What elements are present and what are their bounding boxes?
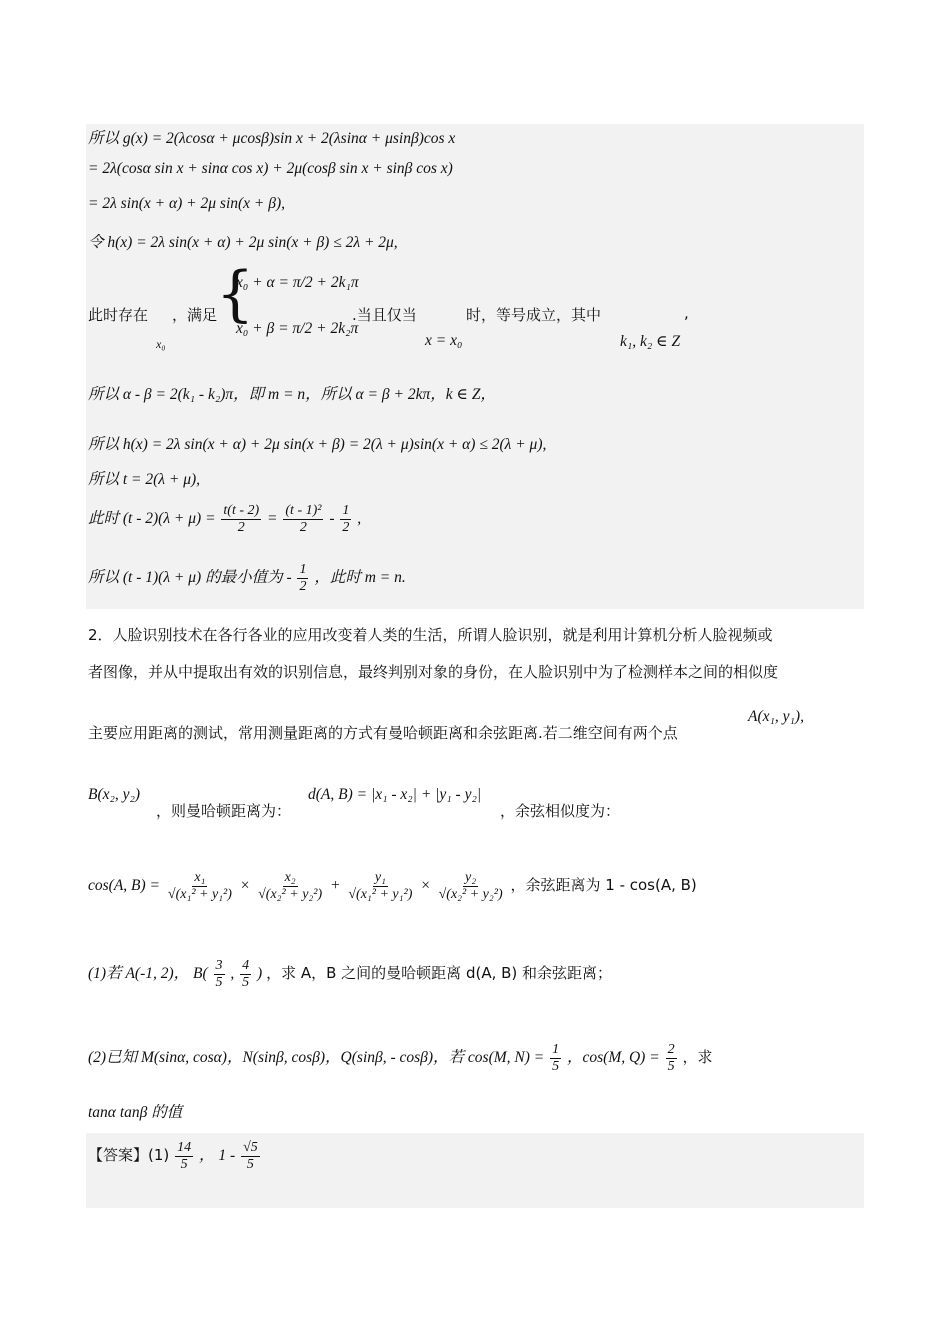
q1-b-y-fraction	[240, 958, 251, 991]
q1-b-y-den: 5	[242, 975, 250, 990]
cos-f2-num: x₂	[284, 870, 296, 885]
problem-para-3: 主要应用距离的测试，常用测量距离的方式有曼哈顿距离和余弦距离.若二维空间有两个点	[88, 724, 678, 742]
cos-f1-den: √(x₁² + y₁²)	[167, 887, 232, 902]
exist-mid: ，满足	[172, 306, 218, 324]
then-fraction-1	[221, 503, 261, 536]
solution-line-t: 所以 t = 2(λ + μ),	[88, 471, 201, 488]
question-1	[88, 958, 612, 991]
q2-mid: ，cos(M, Q) =	[567, 1049, 660, 1067]
q1-b-prefix: B(	[193, 965, 208, 983]
then-fraction-2	[283, 503, 323, 536]
then-minus: -	[329, 510, 335, 528]
cos-fraction-3	[346, 870, 414, 903]
q1-b-x-num: 3	[215, 958, 223, 973]
manhattan-text: ，则曼哈顿距离为：	[156, 802, 292, 820]
cos-formula-line	[88, 870, 697, 903]
answer-sep: ，	[199, 1147, 215, 1165]
min-fraction	[297, 562, 308, 595]
exist-eq: 时，等号成立，其中	[466, 306, 602, 324]
then-f2-den: 2	[299, 520, 307, 535]
solution-line-2: = 2λ(cosα sin x + sinα cos x) + 2μ(cosβ sin x + sinβ cos x)	[88, 160, 453, 177]
q2-mq-den: 5	[667, 1059, 675, 1074]
q2-mn-num: 1	[552, 1042, 560, 1057]
q1-b-suffix: )	[257, 965, 263, 983]
q2-mq-fraction	[666, 1042, 677, 1075]
then-end: ,	[357, 510, 362, 528]
problem-para-2: 者图像，并从中提取出有效的识别信息，最终判别对象的身份，在人脸识别中为了检测样本之间的相似度	[88, 663, 779, 681]
solution-line-alpha: 所以 α - β = 2(k₁ - k₂)π，即 m = n，所以 α = β + 2kπ，k ∈ Z，	[88, 386, 496, 403]
system-brace: {	[216, 259, 255, 329]
solution-line-then	[88, 503, 361, 536]
answer-2-prefix: 1 -	[218, 1147, 236, 1165]
point-b: B(x₂, y₂)	[88, 786, 141, 803]
solution-line-min	[88, 562, 406, 595]
cos-fraction-4	[437, 870, 505, 903]
answer-fraction-1	[175, 1140, 193, 1173]
q2-mq-num: 2	[667, 1042, 675, 1057]
answer-label: 【答案】(1)	[88, 1146, 170, 1165]
answer-f2-num: √5	[243, 1140, 258, 1155]
point-a: A(x₁, y₁),	[748, 708, 804, 725]
cos-plus: +	[330, 877, 341, 895]
system-row-1: x₀ + α = π/2 + 2k₁π	[236, 274, 359, 291]
question-2-line-2: tanα tanβ 的值	[88, 1104, 183, 1121]
cos-f2-den: √(x₂² + y₂²)	[258, 887, 323, 902]
exist-var: x₀	[156, 337, 166, 351]
exist-cond: x = x₀	[425, 332, 463, 349]
answer-f1-num: 14	[177, 1140, 192, 1155]
manhattan-formula: d(A, B) = |x₁ - x₂| + |y₁ - y₂|	[308, 786, 482, 803]
then-f3-den: 2	[342, 520, 350, 535]
cos-f3-num: y₁	[374, 870, 386, 885]
min-den: 2	[299, 579, 307, 594]
q1-prefix: (1)若 A(-1, 2)，	[88, 965, 190, 983]
cos-fraction-1	[166, 870, 234, 903]
q1-b-x-den: 5	[215, 975, 223, 990]
solution-line-1: 所以 g(x) = 2(λcosα + μcosβ)sin x + 2(λsinα + μsinβ)cos x	[88, 130, 456, 147]
min-num: 1	[299, 562, 307, 577]
cos-times-2: ×	[420, 877, 431, 895]
solution-line-h: 所以 h(x) = 2λ sin(x + α) + 2μ sin(x + β) = 2(λ + μ)sin(x + α) ≤ 2(λ + μ),	[88, 436, 547, 453]
exist-when: .当且仅当	[352, 306, 417, 324]
solution-line-4: 令 h(x) = 2λ sin(x + α) + 2μ sin(x + β) ≤ 2λ + 2μ,	[88, 234, 398, 251]
q1-b-y-num: 4	[242, 958, 250, 973]
min-prefix: 所以 (t - 1)(λ + μ) 的最小值为 -	[88, 569, 292, 587]
q1-b-comma: ,	[230, 965, 235, 983]
exist-prefix: 此时存在	[88, 306, 149, 324]
question-2	[88, 1042, 712, 1075]
q2-prefix: (2)已知 M(sinα, cosα)，N(sinβ, cosβ)，Q(sinβ, - cosβ)，若 cos(M, N) =	[88, 1049, 545, 1067]
exist-set: k₁, k₂ ∈ Z	[620, 333, 681, 350]
exist-end: ,	[684, 304, 689, 322]
cos-f1-num: x₁	[194, 870, 206, 885]
q2-end: ，求	[682, 1048, 713, 1067]
solution-line-3: = 2λ sin(x + α) + 2μ sin(x + β),	[88, 195, 286, 212]
system-row-2: x₀ + β = π/2 + 2k₂π	[236, 320, 359, 337]
cos-times-1: ×	[239, 877, 251, 895]
cos-f4-den: √(x₂² + y₂²)	[438, 887, 503, 902]
cos-f3-den: √(x₁² + y₁²)	[348, 887, 413, 902]
q1-suffix: ，求 A，B 之间的曼哈顿距离 d(A, B) 和余弦距离；	[266, 964, 613, 983]
cos-f4-num: y₂	[465, 870, 477, 885]
answer-f2-den: 5	[246, 1157, 254, 1172]
then-fraction-3	[340, 503, 351, 536]
cos-lhs: cos(A, B) =	[88, 877, 161, 895]
cos-tail: ，余弦距离为 1 - cos(A, B)	[510, 876, 697, 895]
then-prefix: 此时 (t - 2)(λ + μ) =	[88, 510, 216, 528]
answer-fraction-2	[241, 1140, 260, 1173]
then-f1-num: t(t - 2)	[223, 503, 260, 518]
cos-similarity-text: ，余弦相似度为：	[500, 802, 621, 820]
then-f2-num: (t - 1)²	[285, 503, 322, 518]
answer-line	[88, 1140, 262, 1173]
q2-mn-fraction	[550, 1042, 561, 1075]
answer-f1-den: 5	[180, 1157, 188, 1172]
cos-fraction-2	[256, 870, 324, 903]
q2-mn-den: 5	[552, 1059, 560, 1074]
min-suffix: ，此时 m = n.	[314, 569, 406, 587]
then-f3-num: 1	[342, 503, 350, 518]
q1-b-x-fraction	[214, 958, 225, 991]
then-eq: =	[267, 510, 278, 528]
then-f1-den: 2	[237, 520, 245, 535]
problem-para-1: 2．人脸识别技术在各行各业的应用改变着人类的生活，所谓人脸识别，就是利用计算机分析人脸视频或	[88, 626, 773, 644]
